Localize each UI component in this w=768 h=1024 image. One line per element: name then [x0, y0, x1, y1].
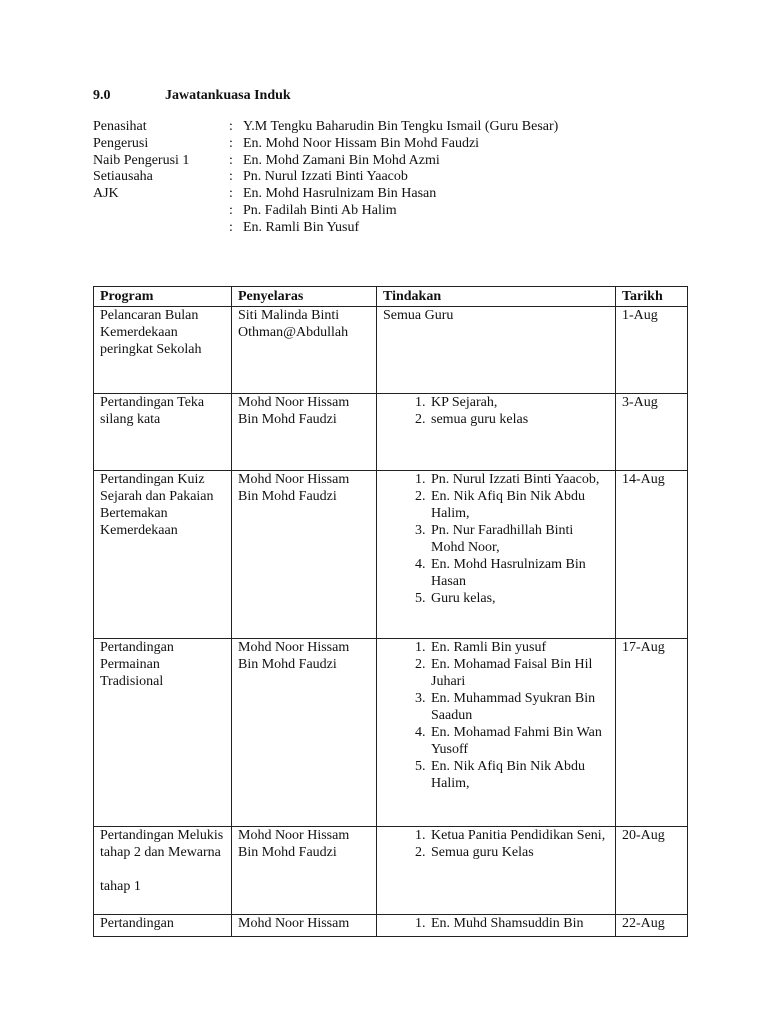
cell-coordinator: Mohd Noor Hissam	[232, 915, 377, 937]
action-item: 4. En. Mohamad Fahmi Bin Wan Yusoff	[429, 724, 609, 758]
header-program: Program	[94, 287, 232, 307]
program-text: Pertandingan Melukis tahap 2 dan Mewarna	[100, 828, 224, 860]
committee-colon: :	[229, 186, 233, 202]
cell-program: Pertandingan Kuiz Sejarah dan Pakaian Bertemakan Kemerdekaan	[94, 471, 232, 639]
cell-program	[94, 827, 232, 915]
program-text-extra: tahap 1	[100, 879, 141, 894]
cell-date: 1-Aug	[616, 307, 688, 394]
cell-coordinator: Mohd Noor Hissam Bin Mohd Faudzi	[232, 827, 377, 915]
table-row	[94, 471, 688, 639]
action-item: 5. Guru kelas,	[429, 590, 609, 607]
cell-coordinator: Mohd Noor Hissam Bin Mohd Faudzi	[232, 394, 377, 471]
section-heading	[93, 88, 291, 104]
committee-colon: :	[229, 202, 233, 218]
cell-program: Pertandingan	[94, 915, 232, 937]
section-title: Jawatankuasa Induk	[165, 88, 291, 103]
cell-action	[377, 827, 616, 915]
cell-coordinator: Mohd Noor Hissam Bin Mohd Faudzi	[232, 639, 377, 827]
action-list	[383, 827, 609, 861]
action-item: 1. KP Sejarah,	[429, 394, 609, 411]
cell-action	[377, 915, 616, 937]
table-row	[94, 915, 688, 937]
header-coordinator: Penyelaras	[232, 287, 377, 307]
table-row	[94, 827, 688, 915]
action-item: 1. Pn. Nurul Izzati Binti Yaacob,	[429, 471, 609, 488]
cell-date: 14-Aug	[616, 471, 688, 639]
action-item: 1. En. Ramli Bin yusuf	[429, 639, 609, 656]
action-list	[383, 915, 609, 932]
committee-role: Setiausaha	[93, 169, 153, 185]
committee-name: Pn. Fadilah Binti Ab Halim	[243, 202, 397, 218]
action-list	[383, 394, 609, 428]
committee-role	[93, 203, 229, 220]
table-header-row	[94, 287, 688, 307]
cell-program: Pelancaran Bulan Kemerdekaan peringkat Sekolah	[94, 307, 232, 394]
cell-action	[377, 639, 616, 827]
table-row	[94, 639, 688, 827]
action-text: Semua Guru	[383, 308, 454, 323]
header-date: Tarikh	[616, 287, 688, 307]
action-item: 2. Semua guru Kelas	[429, 844, 609, 861]
action-item: 3. Pn. Nur Faradhillah Binti Mohd Noor,	[429, 522, 609, 556]
cell-action	[377, 394, 616, 471]
action-item: 2. En. Mohamad Faisal Bin Hil Juhari	[429, 656, 609, 690]
committee-name: Y.M Tengku Baharudin Bin Tengku Ismail (Guru Besar)	[243, 119, 559, 134]
committee-row	[93, 153, 558, 170]
committee-colon: :	[229, 119, 233, 134]
table-row	[94, 394, 688, 471]
committee-row	[93, 220, 558, 237]
cell-date: 20-Aug	[616, 827, 688, 915]
cell-action	[377, 307, 616, 394]
cell-program: Pertandingan Permainan Tradisional	[94, 639, 232, 827]
table-row	[94, 307, 688, 394]
committee-name: En. Ramli Bin Yusuf	[243, 219, 360, 235]
cell-date: 22-Aug	[616, 915, 688, 937]
action-item: 1. En. Muhd Shamsuddin Bin	[429, 915, 609, 932]
cell-coordinator: Siti Malinda Binti Othman@Abdullah	[232, 307, 377, 394]
action-item: 3. En. Muhammad Syukran Bin Saadun	[429, 690, 609, 724]
committee-name: Pn. Nurul Izzati Binti Yaacob	[243, 169, 408, 185]
committee-colon: :	[229, 219, 233, 235]
cell-coordinator: Mohd Noor Hissam Bin Mohd Faudzi	[232, 471, 377, 639]
committee-name: En. Mohd Zamani Bin Mohd Azmi	[243, 152, 440, 168]
committee-role: Pengerusi	[93, 135, 149, 151]
committee-row	[93, 169, 558, 186]
committee-role: Naib Pengerusi 1	[93, 152, 190, 168]
committee-name: En. Mohd Noor Hissam Bin Mohd Faudzi	[243, 135, 480, 151]
action-list	[383, 639, 609, 792]
committee-row	[93, 203, 558, 220]
committee-colon: :	[229, 169, 233, 185]
action-item: 4. En. Mohd Hasrulnizam Bin Hasan	[429, 556, 609, 590]
action-item: 5. En. Nik Afiq Bin Nik Abdu Halim,	[429, 758, 609, 792]
cell-date: 17-Aug	[616, 639, 688, 827]
header-action: Tindakan	[377, 287, 616, 307]
cell-action	[377, 471, 616, 639]
cell-program: Pertandingan Teka silang kata	[94, 394, 232, 471]
program-table	[93, 286, 688, 937]
committee-role: AJK	[93, 186, 119, 202]
action-item: 2. semua guru kelas	[429, 411, 609, 428]
section-number: 9.0	[93, 88, 111, 103]
action-item: 1. Ketua Panitia Pendidikan Seni,	[429, 827, 609, 844]
committee-role: Penasihat	[93, 119, 147, 134]
committee-row	[93, 186, 558, 203]
committee-colon: :	[229, 135, 233, 151]
committee-list	[93, 119, 558, 237]
action-item: 2. En. Nik Afiq Bin Nik Abdu Halim,	[429, 488, 609, 522]
committee-row	[93, 119, 558, 136]
cell-date: 3-Aug	[616, 394, 688, 471]
committee-name: En. Mohd Hasrulnizam Bin Hasan	[243, 186, 437, 202]
action-list	[383, 471, 609, 607]
committee-row	[93, 136, 558, 153]
committee-role	[93, 220, 229, 237]
committee-colon: :	[229, 152, 233, 168]
